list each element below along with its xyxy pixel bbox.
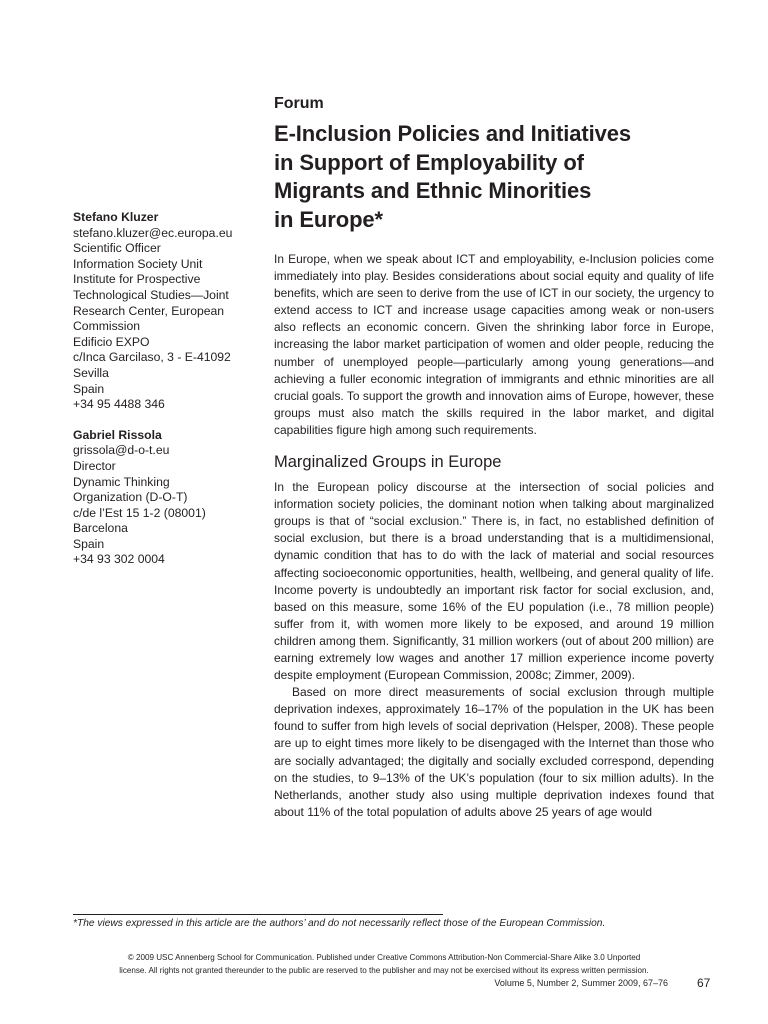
author-address-line: Spain (73, 536, 105, 551)
body-paragraph: In the European policy discourse at the intersection of social policies and information society policies, the dominant notion when talking about marginalized groups is that of “social exclusion.” There is, in fact, no established definition of social exclusion, but there is a broad understanding that is a multidimensional, dynamic condition that has to do with the lack of material and social resources affecting socioeconomic opportunities, health, wellbeing, and general quality of life. Income poverty is undoubtedly an important risk factor for social exclusion, and, based on this measure, some 16% of the EU population (i.e., 78 million people) suffer from it, with women more likely to be exposed, and around 19 million children among them. Significantly, 31 million workers (out of about 200 million) are earning extremely low wages and another 17 million experience income poverty despite employment (European Commission, 2008c; Zimmer, 2009). (274, 480, 714, 683)
title-line: in Europe* (274, 206, 384, 232)
author-affiliation-line: Organization (D-O-T) (73, 490, 188, 505)
section-heading: Marginalized Groups in Europe (274, 453, 502, 472)
author-email-link[interactable]: grissola@d-o-t.eu (73, 443, 170, 458)
article-body (274, 251, 714, 821)
author-phone: +34 95 4488 346 (73, 397, 165, 412)
title-line: in Support of Employability of (274, 149, 584, 175)
author-affiliation-line: Technological Studies—Joint (73, 287, 229, 302)
author-affiliation-line: Information Society Unit (73, 256, 203, 271)
author-position: Director (73, 458, 116, 473)
author-position: Scientific Officer (73, 241, 161, 256)
intro-paragraph: In Europe, when we speak about ICT and employability, e-Inclusion policies come immediately into play. Besides considerations about social equity and quality of life benefits, which are seen to derive from the use of ICT in our society, the urgency to extend access to ICT and increase usage capacities among weak or non-users also reflects an economic concern. Given the shrinking labor force in Europe, increasing the labor market participation of women and older people, reducing the number of unemployed people—particularly among young generations—and achieving a fuller economic integration of immigrants and ethnic minorities are all crucial goals. To support the growth and innovation aims of Europe, however, these groups must also match the skills required in the labor market, and digital capabilities figure high among such requirements. (274, 252, 714, 437)
author-address-line: Edificio EXPO (73, 334, 150, 349)
author-affiliation-line: Dynamic Thinking (73, 474, 170, 489)
license-notice (73, 952, 695, 977)
author-block (73, 210, 258, 413)
author-email-link[interactable]: stefano.kluzer@ec.europa.eu (73, 225, 233, 240)
author-address-line: Sevilla (73, 365, 109, 380)
footnote-divider (73, 914, 443, 915)
author-address-line: Spain (73, 381, 105, 396)
author-affiliation-line: Institute for Prospective (73, 272, 201, 287)
section-label: Forum (274, 95, 324, 112)
author-block (73, 428, 258, 568)
page-number: 67 (697, 976, 711, 990)
title-line: E-Inclusion Policies and Initiatives (274, 121, 632, 146)
author-affiliation-line: Commission (73, 319, 141, 334)
license-line: license. All rights not granted thereunder to the public are reserved to the publisher and may not be exercised without its express written permission. (119, 965, 649, 975)
title-line: Migrants and Ethnic Minorities (274, 178, 592, 203)
author-address-line: Barcelona (73, 521, 128, 536)
article-title (274, 120, 744, 234)
author-phone: +34 93 302 0004 (73, 552, 165, 567)
author-name: Stefano Kluzer (73, 210, 159, 224)
footnote: *The views expressed in this article are the authors’ and do not necessarily reflect those of the European Commission. (73, 918, 606, 929)
volume-info: Volume 5, Number 2, Summer 2009, 67–76 (494, 978, 668, 988)
author-affiliation-line: Research Center, European (73, 303, 225, 318)
author-address-line: c/Inca Garcilaso, 3 - E-41092 (73, 350, 231, 365)
author-address-line: c/de l’Est 15 1-2 (08001) (73, 505, 206, 520)
license-line: © 2009 USC Annenberg School for Communication. Published under Creative Commons Attribution-Non Commercial-Share Alike 3.0 Unported (127, 953, 641, 962)
author-sidebar (73, 210, 258, 583)
author-name: Gabriel Rissola (73, 427, 162, 442)
body-paragraph: Based on more direct measurements of social exclusion through multiple deprivation indexes, approximately 16–17% of the population in the UK has been found to suffer from high levels of social deprivation (Helsper, 2008). These people are up to eight times more likely to be disengaged with the Internet than those who are socially advantaged; the digitally and socially excluded correspond, depending on the studies, to 9–13% of the UK’s population (four to six million adults). In the Netherlands, another study also using multiple deprivation indexes found that about 11% of the total population of adults above 25 years of age would (274, 685, 714, 819)
